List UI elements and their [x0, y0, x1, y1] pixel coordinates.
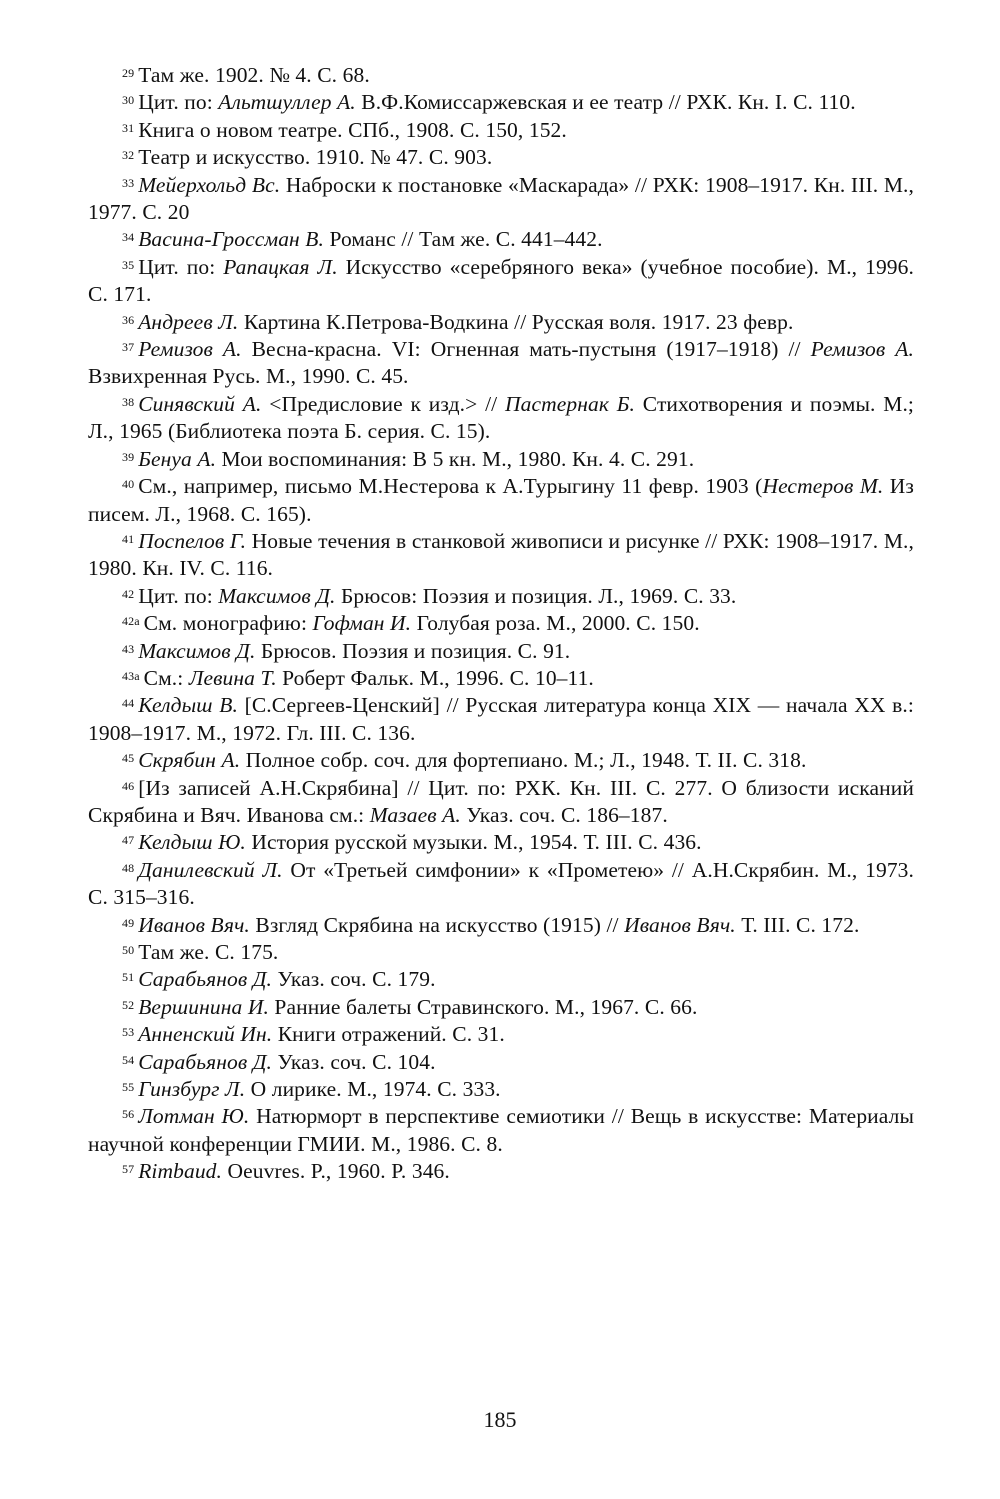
footnote-number: 55	[122, 1080, 135, 1095]
footnote-text: Книга о новом театре. СПб., 1908. С. 150, 152.	[138, 117, 567, 142]
footnote-text: Роберт Фальк. М., 1996. С. 10–11.	[276, 665, 594, 690]
footnote-text: В.Ф.Комиссаржевская и ее театр // РХК. Кн. I. С. 110.	[355, 90, 856, 115]
footnote-text: Цит. по:	[138, 90, 219, 115]
footnote-number: 49	[122, 915, 135, 930]
footnote-text: [С.Сергеев-Ценский] // Русская литература конца XIX — начала XX в.: 1908–1917. М., 1972. Гл. III. С. 136.	[88, 693, 914, 745]
footnote-text: От «Третьей симфонии» к «Прометею» // А.Н.Скрябин. М., 1973. С. 315–316.	[88, 857, 914, 910]
footnote-number: 42	[122, 586, 135, 601]
footnote-number: 54	[122, 1052, 135, 1067]
footnote-34	[88, 226, 914, 253]
footnote-32	[88, 144, 914, 171]
footnote-text: Книги отражений. С. 31.	[272, 1022, 505, 1047]
footnote-number: 44	[122, 696, 135, 711]
footnote-number: 33	[122, 175, 135, 190]
footnote-text: Т. III. С. 172.	[735, 912, 860, 937]
footnote-50	[88, 939, 914, 966]
footnote-29	[88, 62, 914, 89]
footnote-text: Указ. соч. С. 104.	[272, 1049, 436, 1074]
footnote-author: Анненский Ин.	[138, 1022, 273, 1047]
footnote-text: Полное собр. соч. для фортепиано. М.; Л., 1948. Т. II. С. 318.	[240, 748, 807, 773]
footnote-author: Максимов Д.	[138, 638, 256, 663]
footnote-number: 42а	[122, 614, 140, 629]
footnote-text: Искусство «серебряного века» (учебное пособие). М., 1996. С. 171.	[88, 254, 914, 307]
footnote-text: Весна-красна. VI: Огненная мать-пустыня (1917–1918) //	[241, 337, 811, 362]
footnote-text: Голубая роза. М., 2000. С. 150.	[411, 611, 700, 636]
footnote-author: Сарабьянов Д.	[138, 967, 273, 992]
footnote-46	[88, 775, 914, 830]
footnote-text: Указ. соч. С. 186–187.	[460, 802, 668, 827]
footnotes-list	[88, 62, 914, 1186]
footnote-author: Лотман Ю.	[138, 1104, 250, 1129]
footnote-author: Гофман И.	[312, 611, 412, 636]
footnote-text: История русской музыки. М., 1954. Т. III. С. 436.	[245, 830, 702, 855]
footnote-number: 31	[122, 120, 135, 135]
footnote-text: Картина К.Петрова-Водкина // Русская воля. 1917. 23 февр.	[238, 309, 794, 334]
footnote-44	[88, 692, 914, 747]
footnotes-page	[88, 62, 914, 1186]
footnote-text: Мои воспоминания: В 5 кн. М., 1980. Кн. 4. С. 291.	[216, 446, 695, 471]
footnote-text: Взгляд Скрябина на искусство (1915) //	[249, 912, 625, 937]
footnote-number: 34	[122, 230, 135, 245]
footnote-42а	[88, 610, 914, 637]
footnote-author: Сарабьянов Д.	[138, 1049, 273, 1074]
footnote-text: Брюсов. Поэзия и позиция. С. 91.	[255, 638, 571, 663]
footnote-number: 41	[122, 531, 135, 546]
footnote-author: Ремизов А.	[138, 337, 242, 362]
footnote-43	[88, 638, 914, 665]
footnote-text: Указ. соч. С. 179.	[272, 967, 436, 992]
footnote-number: 38	[122, 394, 135, 409]
footnote-31	[88, 117, 914, 144]
footnote-text: Театр и искусство. 1910. № 47. С. 903.	[138, 145, 493, 170]
footnote-text: Там же. 1902. № 4. С. 68.	[138, 63, 370, 87]
footnote-36	[88, 309, 914, 336]
footnote-author: Келдыш Ю.	[138, 830, 246, 855]
footnote-text: Брюсов: Поэзия и позиция. Л., 1969. С. 33.	[335, 583, 737, 608]
footnote-number: 37	[122, 340, 135, 355]
footnote-author: Келдыш В.	[138, 693, 238, 718]
footnote-49	[88, 912, 914, 939]
footnote-text: О лирике. М., 1974. С. 333.	[245, 1077, 501, 1102]
footnote-33	[88, 172, 914, 227]
footnote-text: Там же. С. 175.	[138, 940, 279, 964]
footnote-number: 43а	[122, 668, 140, 683]
footnote-number: 32	[122, 148, 135, 163]
footnote-author: Пастернак Б.	[505, 391, 636, 416]
footnote-number: 47	[122, 833, 135, 848]
footnote-author: Ремизов А.	[810, 337, 915, 362]
footnote-51	[88, 966, 914, 993]
footnote-text: Цит. по:	[138, 254, 224, 279]
footnote-author: Левина Т.	[188, 665, 277, 690]
footnote-text: См. монографию:	[143, 611, 313, 636]
footnote-30	[88, 89, 914, 116]
footnote-number: 53	[122, 1025, 135, 1040]
footnote-42	[88, 583, 914, 610]
footnote-number: 48	[122, 860, 135, 875]
footnote-author: Данилевский Л.	[138, 857, 283, 882]
footnote-40	[88, 473, 914, 528]
footnote-author: Альтшуллер А.	[218, 90, 356, 115]
footnote-35	[88, 254, 914, 309]
footnote-author: Андреев Л.	[138, 309, 239, 334]
footnote-48	[88, 857, 914, 912]
footnote-author: Вершинина И.	[138, 994, 269, 1019]
footnote-number: 39	[122, 449, 135, 464]
footnote-author: Иванов Вяч.	[138, 912, 250, 937]
footnote-56	[88, 1103, 914, 1158]
footnote-author: Rimbaud.	[138, 1159, 223, 1184]
footnote-number: 52	[122, 997, 135, 1012]
footnote-number: 45	[122, 751, 135, 766]
footnote-text: Из писем. Л., 1968. С. 165).	[88, 474, 915, 526]
footnote-39	[88, 446, 914, 473]
footnote-45	[88, 747, 914, 774]
footnote-52	[88, 994, 914, 1021]
footnote-text: Oeuvres. P., 1960. P. 346.	[222, 1159, 450, 1184]
footnote-38	[88, 391, 914, 446]
footnote-41	[88, 528, 914, 583]
footnote-author: Скрябин А.	[138, 748, 241, 773]
footnote-author: Поспелов Г.	[138, 528, 247, 553]
footnote-54	[88, 1049, 914, 1076]
footnote-text: Наброски к постановке «Маскарада» // РХК: 1908–1917. Кн. III. М., 1977. С. 20	[88, 172, 914, 225]
footnote-number: 50	[122, 943, 135, 957]
footnote-text: [Из записей А.Н.Скрябина] // Цит. по: РХК. Кн. III. С. 277. О близости исканий Скрябина и Вяч. Иванова см.:	[88, 775, 914, 827]
footnote-text: См.:	[143, 665, 189, 690]
footnote-text: Романс // Там же. С. 441–442.	[324, 227, 603, 252]
footnote-number: 56	[122, 1107, 135, 1122]
footnote-author: Васина-Гроссман В.	[138, 227, 324, 252]
footnote-number: 30	[122, 93, 135, 108]
footnote-author: Синявский А.	[138, 391, 262, 416]
footnote-57	[88, 1158, 914, 1185]
footnote-text: Новые течения в станковой живописи и рисунке // РХК: 1908–1917. М., 1980. Кн. IV. С. 116.	[88, 528, 914, 581]
footnote-text: Ранние балеты Стравинского. М., 1967. С. 66.	[268, 994, 698, 1019]
footnote-text: Стихотворения и поэмы. М.; Л., 1965 (Библиотека поэта Б. серия. С. 15).	[88, 391, 914, 444]
footnote-author: Мейерхольд Вс.	[138, 172, 281, 197]
footnote-author: Нестеров М.	[762, 474, 884, 499]
footnote-number: 40	[122, 477, 135, 492]
footnote-number: 46	[122, 778, 135, 793]
footnote-text: Взвихренная Русь. М., 1990. С. 45.	[88, 364, 409, 389]
footnote-author: Бенуа А.	[138, 446, 217, 471]
page-number: 185	[483, 1407, 517, 1432]
footnote-number: 51	[122, 970, 135, 985]
footnote-author: Иванов Вяч.	[624, 912, 736, 937]
footnote-author: Мазаев А.	[369, 802, 461, 827]
footnote-number: 43	[122, 641, 135, 656]
footnote-text: Натюрморт в перспективе семиотики // Вещь в искусстве: Материалы научной конференции ГМИИ. М., 1986. С. 8.	[88, 1104, 914, 1156]
footnote-author: Гинзбург Л.	[138, 1077, 246, 1102]
footnote-text: Цит. по:	[138, 583, 219, 608]
footnote-37	[88, 336, 914, 391]
footnote-text: См., например, письмо М.Нестерова к А.Турыгину 11 февр. 1903 (	[138, 474, 763, 499]
footnote-number: 35	[122, 257, 135, 272]
footnote-47	[88, 829, 914, 856]
footnote-author: Рапацкая Л.	[223, 254, 338, 279]
footnote-number: 29	[122, 66, 135, 80]
footnote-number: 36	[122, 312, 135, 327]
footnote-53	[88, 1021, 914, 1048]
footnote-text: <Предисловие к изд.> //	[261, 391, 505, 416]
footnote-43а	[88, 665, 914, 692]
footnote-author: Максимов Д.	[218, 583, 336, 608]
footnote-number: 57	[122, 1162, 135, 1177]
footnote-55	[88, 1076, 914, 1103]
